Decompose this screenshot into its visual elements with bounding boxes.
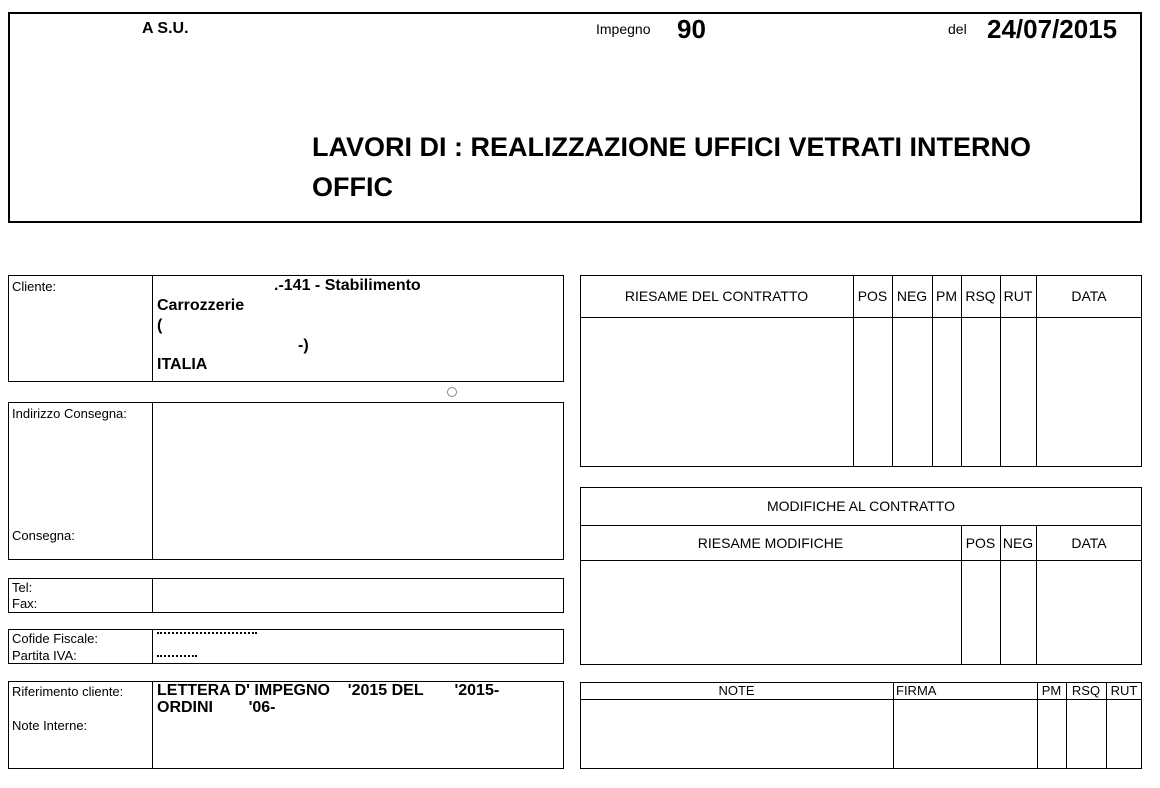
modifications-header-neg: NEG [1002,535,1034,551]
company-name: A S.U. [142,20,189,37]
reference-divider [152,681,153,769]
client-line4: -) [298,337,309,354]
notes-header-rsq: RSQ [1071,683,1101,698]
client-country: ITALIA [157,356,208,373]
modifications-header-pos: POS [965,535,996,551]
modifications-header-line [580,560,1142,561]
client-line2: Carrozzerie [157,297,245,314]
date-label: del [948,21,967,37]
notes-header-rut: RUT [1110,683,1138,698]
fiscal-code-label: Cofide Fiscale: [12,631,98,646]
fiscal-code-redacted [157,632,257,637]
notes-col-divider [893,682,894,769]
client-divider [152,275,153,382]
radio-circle-icon[interactable] [447,387,457,397]
review-header-rut: RUT [1003,288,1033,304]
fiscal-divider [152,629,153,664]
header-box [8,12,1142,223]
review-header-main: RIESAME DEL CONTRATTO [624,288,809,304]
vat-label: Partita IVA: [12,648,77,663]
modifications-title: MODIFICHE AL CONTRATTO [767,498,955,514]
vat-redacted [157,655,197,660]
impegno-label: Impegno [596,21,651,37]
review-header-pm: PM [936,288,957,304]
impegno-number: 90 [677,14,706,44]
delivery-divider [152,402,153,560]
modifications-header-date: DATA [1071,535,1107,551]
internal-notes-label: Note Interne: [12,718,88,733]
client-label: Cliente: [12,279,57,294]
notes-header-line [580,699,1142,700]
modifications-header-main: RIESAME MODIFICHE [697,535,844,551]
reference-label: Riferimento cliente: [12,684,124,699]
delivery-address-label: Indirizzo Consegna: [12,406,127,421]
document-title-line2: OFFIC [312,172,393,202]
document-date: 24/07/2015 [987,14,1118,44]
notes-header-note: NOTE [718,683,755,698]
tel-label: Tel: [12,580,33,595]
notes-header-signature: FIRMA [896,683,937,698]
review-header-pos: POS [857,288,888,304]
contacts-box [8,578,564,613]
contacts-divider [152,578,153,613]
reference-line2: ORDINI '06- [157,699,276,716]
delivery-label: Consegna: [12,528,75,543]
review-header-date: DATA [1071,288,1107,304]
fax-label: Fax: [12,596,38,611]
notes-header-pm: PM [1041,683,1062,698]
document-title-line1: LAVORI DI : REALIZZAZIONE UFFICI VETRATI INTERNO [312,132,1031,162]
delivery-box [8,402,564,560]
client-line1: .-141 - Stabilimento [274,277,421,294]
client-line3: ( [157,317,163,334]
modifications-title-line [580,525,1142,526]
review-header-line [580,317,1142,318]
review-header-rsq: RSQ [965,288,996,304]
reference-line1: LETTERA D' IMPEGNO '2015 DEL '2015- [157,682,500,699]
review-header-neg: NEG [896,288,928,304]
